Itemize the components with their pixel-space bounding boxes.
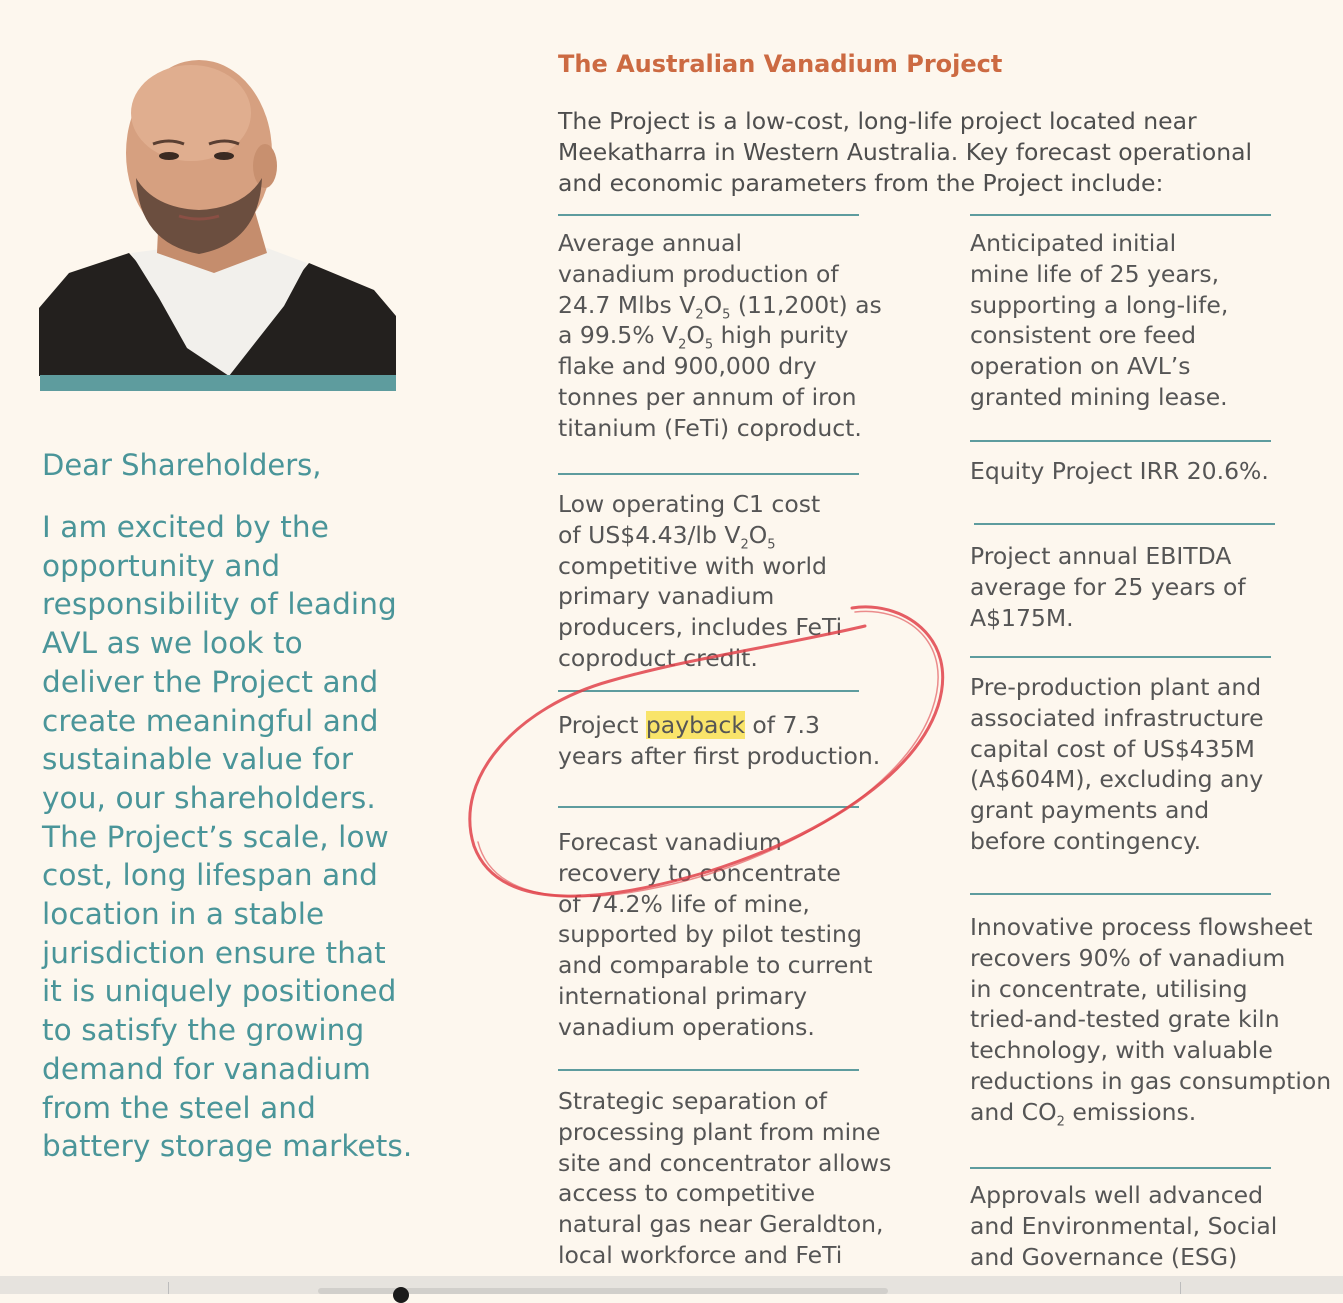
letter-line: to satisfy the growing [42, 1013, 365, 1048]
divider-rule [558, 690, 859, 692]
intro-line: The Project is a low-cost, long-life project located near [558, 107, 1197, 135]
divider-rule [558, 473, 859, 475]
letter-line: jurisdiction ensure that [42, 935, 386, 970]
letter-line: it is uniquely positioned [42, 974, 397, 1009]
project-intro [558, 106, 1318, 198]
divider-rule [970, 440, 1271, 442]
intro-line: and economic parameters from the Project include: [558, 168, 1164, 197]
letter-line: battery storage markets. [42, 1129, 413, 1164]
letter-line: from the steel and [42, 1090, 316, 1125]
divider-rule [974, 523, 1275, 525]
letter-body [42, 508, 462, 1166]
param-approvals: Approvals well advanced and Environmental, Social and Governance (ESG) [970, 1181, 1278, 1271]
project-title: The Australian Vanadium Project [558, 50, 1003, 78]
param-ebitda: Project annual EBITDA average for 25 years of A$175M. [970, 542, 1246, 632]
letter-line: demand for vanadium [42, 1051, 371, 1086]
divider-rule [558, 806, 859, 808]
chairman-letter [42, 446, 462, 1166]
bar-divider [168, 1282, 169, 1294]
param-production: Average annual vanadium production of 24.7 Mlbs $V_2O_5$ (11,200t) as a 99.5% $V_2O_5$ high purity flake and 900,000 dry tonnes per annum of iron titanium (FeTi) coproduct. [558, 229, 882, 442]
letter-line: create meaningful and [42, 703, 379, 738]
param-payback: Project payback of 7.3 years after first production. [558, 711, 881, 770]
divider-rule [970, 656, 1271, 658]
letter-line: location in a stable [42, 897, 325, 932]
param-recovery: Forecast vanadium recovery to concentrate of 74.2% life of mine, supported by pilot testing and comparable to current international primary vanadium operations. [558, 828, 873, 1041]
letter-line: opportunity and [42, 548, 281, 583]
letter-line: responsibility of leading [42, 587, 397, 622]
portrait-accent-bar [40, 375, 396, 391]
param-flowsheet: Innovative process flowsheet recovers 90% of vanadium in concentrate, utilising tried-and-tested grate kiln technology, with valuable reductions in gas consumption and $CO_2$ emissions. [970, 913, 1332, 1130]
letter-line: you, our shareholders. [42, 780, 376, 815]
highlighted-word: payback [645, 711, 745, 739]
ceo-portrait [39, 58, 396, 376]
intro-line: Meekatharra in Western Australia. Key forecast operational [558, 137, 1253, 166]
param-mine-life: Anticipated initial mine life of 25 years, supporting a long-life, consistent ore feed operation on AVL’s granted mining lease. [970, 229, 1229, 411]
bar-divider [1180, 1282, 1181, 1294]
divider-rule [970, 1167, 1271, 1169]
divider-rule [558, 1069, 859, 1071]
letter-line: cost, long lifespan and [42, 858, 378, 893]
letter-line: I am excited by the [42, 510, 329, 544]
letter-greeting: Dear Shareholders, [42, 448, 322, 482]
page-scrubber-handle[interactable] [393, 1287, 409, 1303]
letter-line: AVL as we look to [42, 626, 303, 661]
letter-line: The Project’s scale, low [42, 819, 389, 854]
param-irr: Equity Project IRR 20.6%. [970, 457, 1269, 485]
divider-rule [970, 893, 1271, 895]
param-c1-cost: Low operating C1 cost of US$4.43/lb $V_2O_5$ competitive with world primary vanadium producers, includes FeTi coproduct credit. [558, 490, 843, 672]
letter-line: deliver the Project and [42, 664, 379, 699]
divider-rule [558, 214, 859, 216]
param-separation: Strategic separation of processing plant from mine site and concentrator allows access to competitive natural gas near Geraldton, local workforce and FeTi [558, 1087, 892, 1269]
divider-rule [970, 214, 1271, 216]
letter-line: sustainable value for [42, 742, 354, 777]
param-capex: Pre-production plant and associated infrastructure capital cost of US$435M (A$604M), excluding any grant payments and before contingency. [970, 673, 1264, 855]
